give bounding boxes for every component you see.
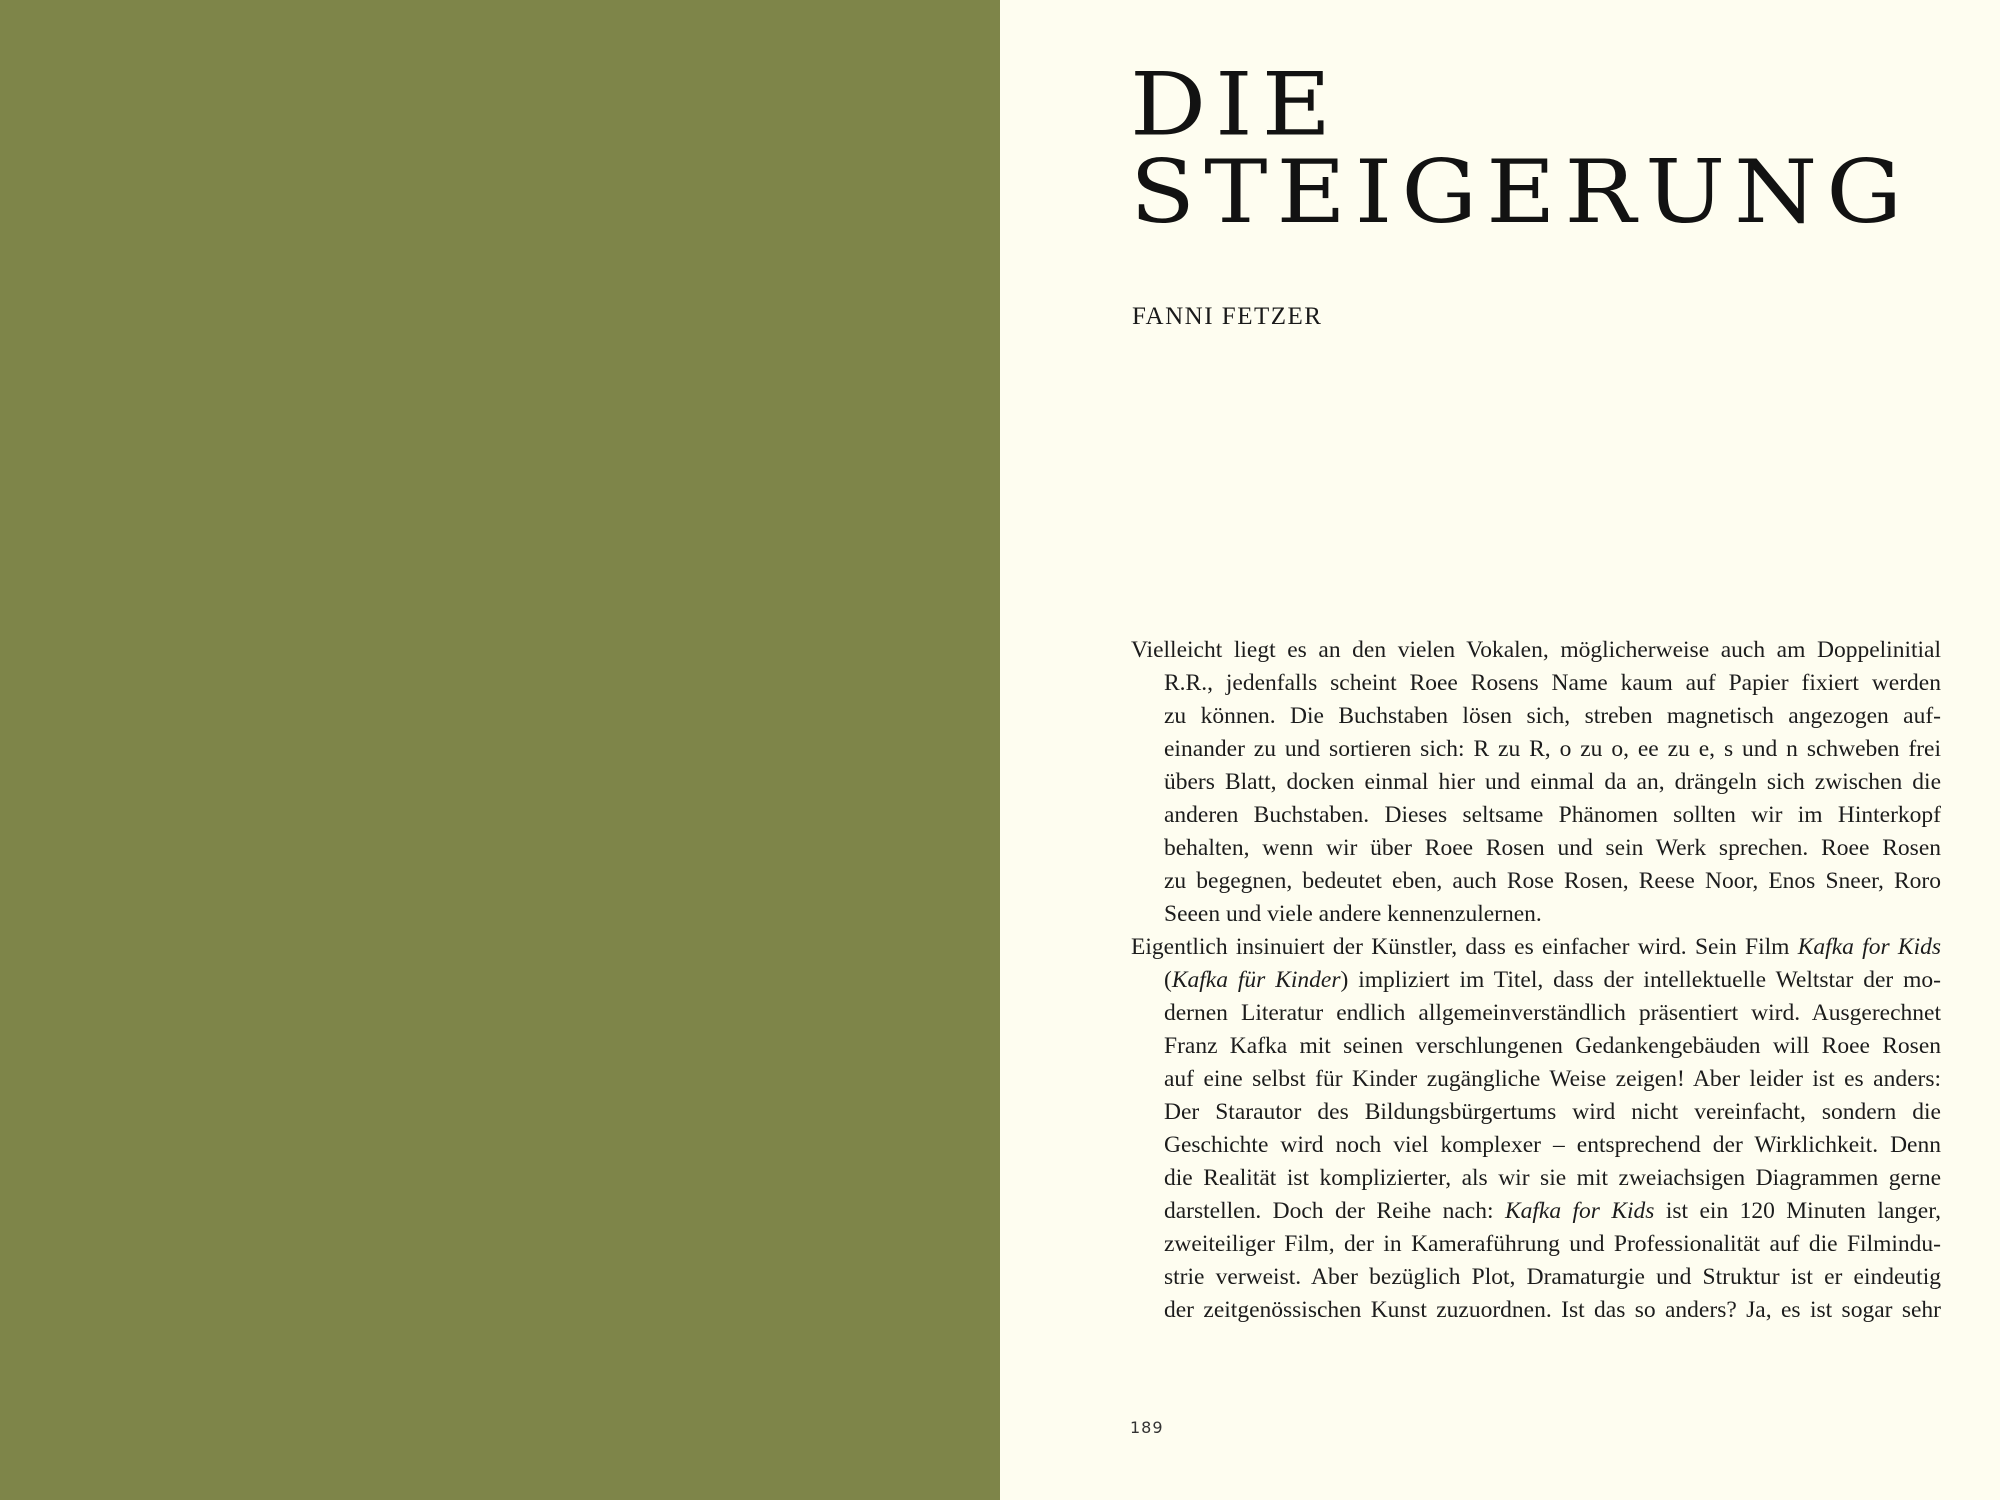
article-title bbox=[1130, 54, 1912, 244]
page-number: 189 bbox=[1130, 1418, 1164, 1437]
text-line: dernen Literatur endlich allgemeinverständlich präsentiert wird. Ausgerechnet bbox=[1164, 1000, 1941, 1026]
author-name: FANNI FETZER bbox=[1132, 303, 1323, 330]
text-line: die Realität ist komplizierter, als wir sie mit zweiachsigen Diagrammen gerne bbox=[1164, 1165, 1941, 1191]
text-line: R.R., jedenfalls scheint Roee Rosens Name kaum auf Papier fixiert werden bbox=[1164, 670, 1941, 696]
text-line: strie verweist. Aber bezüglich Plot, Dramaturgie und Struktur ist er eindeutig bbox=[1164, 1264, 1941, 1290]
text-line: Vielleicht liegt es an den vielen Vokalen, möglicherweise auch am Doppelinitial bbox=[1131, 637, 1941, 663]
text-line: anderen Buchstaben. Dieses seltsame Phänomen sollten wir im Hinterkopf bbox=[1164, 802, 1941, 828]
text-line: zu können. Die Buchstaben lösen sich, streben magnetisch angezogen auf- bbox=[1164, 703, 1941, 729]
right-page bbox=[1000, 0, 2000, 1500]
text-line: Eigentlich insinuiert der Künstler, dass es einfacher wird. Sein Film Kafka for Kids bbox=[1131, 934, 1941, 960]
text-line: Geschichte wird noch viel komplexer – entsprechend der Wirklichkeit. Denn bbox=[1164, 1132, 1941, 1158]
paragraph-2 bbox=[1131, 931, 1941, 1327]
text-line: (Kafka für Kinder) impliziert im Titel, dass der intellektuelle Weltstar der mo- bbox=[1164, 967, 1941, 993]
text-line: einander zu und sortieren sich: R zu R, o zu o, ee zu e, s und n schweben frei bbox=[1164, 736, 1941, 762]
text-line: der zeitgenössischen Kunst zuzuordnen. Ist das so anders? Ja, es ist sogar sehr bbox=[1164, 1297, 1941, 1323]
text-line: darstellen. Doch der Reihe nach: Kafka for Kids ist ein 120 Minuten langer, bbox=[1164, 1198, 1941, 1224]
text-line: übers Blatt, docken einmal hier und einmal da an, drängeln sich zwischen die bbox=[1164, 769, 1941, 795]
paragraph-1 bbox=[1131, 634, 1941, 931]
text-line: Franz Kafka mit seinen verschlungenen Gedankengebäuden will Roee Rosen bbox=[1164, 1033, 1941, 1059]
text-line: Seeen und viele andere kennenzulernen. bbox=[1164, 901, 1542, 927]
title-line: STEIGERUNG bbox=[1130, 142, 1912, 244]
title-line: DIE bbox=[1130, 54, 1341, 156]
body-text bbox=[1131, 634, 1941, 1327]
text-line: zu begegnen, bedeutet eben, auch Rose Rosen, Reese Noor, Enos Sneer, Roro bbox=[1164, 868, 1941, 894]
text-line: behalten, wenn wir über Roee Rosen und sein Werk sprechen. Roee Rosen bbox=[1164, 835, 1941, 861]
text-line: auf eine selbst für Kinder zugängliche Weise zeigen! Aber leider ist es anders: bbox=[1164, 1066, 1941, 1092]
text-line: Der Starautor des Bildungsbürgertums wird nicht vereinfacht, sondern die bbox=[1164, 1099, 1941, 1125]
text-line: zweiteiliger Film, der in Kameraführung und Professionalität auf die Filmindu- bbox=[1164, 1231, 1941, 1257]
